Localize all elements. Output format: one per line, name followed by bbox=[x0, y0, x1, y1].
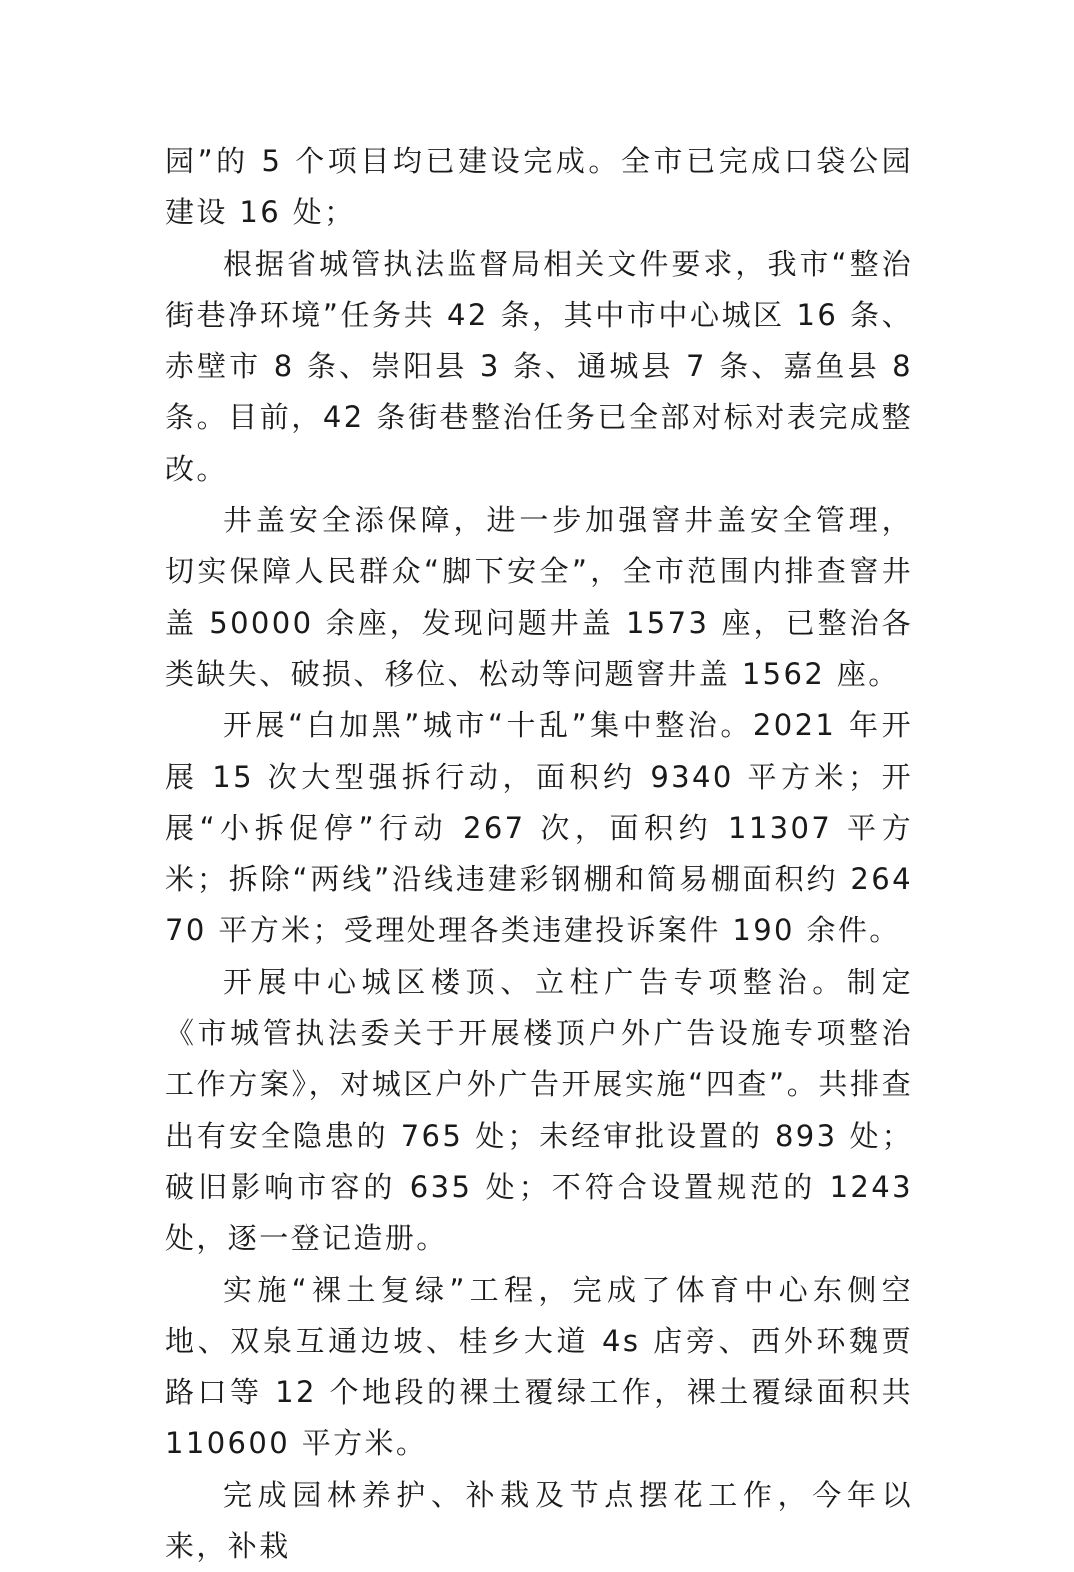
paragraph-illegal-construction: 开展“白加黑”城市“十乱”集中整治。2021 年开展 15 次大型强拆行动，面积约 9340 平方米；开展“小拆促停”行动 267 次，面积约 11307 平方米；拆除“两线”沿线违建彩钢棚和简易棚面积约 26470 平方米；受理处理各类违建投诉案件 190 余件。 bbox=[165, 708, 913, 948]
paragraph-bare-soil-greening: 实施“裸土复绿”工程，完成了体育中心东侧空地、双泉互通边坡、桂乡大道 4s 店旁、西外环魏贾路口等 12 个地段的裸土覆绿工作，裸土覆绿面积共 110600 平方米。 bbox=[165, 1272, 913, 1461]
paragraph-advertising-rectification: 开展中心城区楼顶、立柱广告专项整治。制定《市城管执法委关于开展楼顶户外广告设施专项整治工作方案》，对城区户外广告开展实施“四查”。共排查出有安全隐患的 765 处；未经审批设置的 893 处；破旧影响市容的 635 处；不符合设置规范的 1243 处，逐一登记造册。 bbox=[165, 964, 913, 1256]
document-body bbox=[165, 136, 913, 1572]
paragraph-pocket-parks: 园”的 5 个项目均已建设完成。全市已完成口袋公园建设 16 处； bbox=[165, 144, 913, 230]
paragraph-garden-maintenance: 完成园林养护、补栽及节点摆花工作，今年以来，补栽 bbox=[165, 1477, 913, 1564]
paragraph-street-renovation: 根据省城管执法监督局相关文件要求，我市“整治街巷净环境”任务共 42 条，其中市中心城区 16 条、赤壁市 8 条、崇阳县 3 条、通城县 7 条、嘉鱼县 8 条。目前，42 条街巷整治任务已全部对标对表完成整改。 bbox=[165, 246, 913, 486]
paragraph-manhole-safety: 井盖安全添保障，进一步加强窨井盖安全管理，切实保障人民群众“脚下安全”，全市范围内排查窨井盖 50000 余座，发现问题井盖 1573 座，已整治各类缺失、破损、移位、松动等问题窨井盖 1562 座。 bbox=[165, 503, 913, 691]
